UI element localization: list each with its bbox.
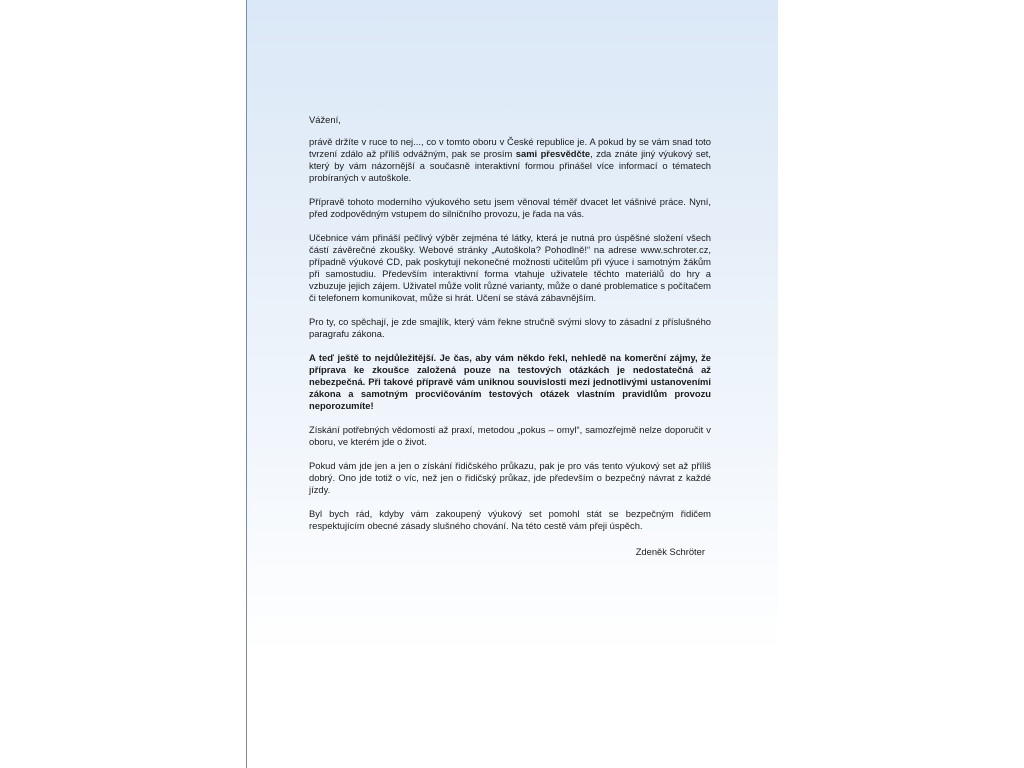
paragraph-closing: Byl bych rád, kdyby vám zakoupený výukový set pomohl stát se bezpečným řidičem respektujícím obecné zásady slušného chování. Na této cestě vám přeji úspěch. <box>309 508 711 531</box>
paragraph-preparation: Přípravě tohoto moderního výukového setu jsem věnoval téměř dvacet let vášnivé práce. Nyní, před zodpovědným vstupem do silničního provozu, je řada na vás. <box>309 196 711 219</box>
document-page <box>246 0 778 768</box>
paragraph-practice: Získání potřebných vědomostí až praxí, metodou „pokus – omyl“, samozřejmě nelze doporučit v oboru, ve kterém jde o život. <box>309 424 711 447</box>
paragraph-intro-text-2: , zda znáte jiný výukový set, který by vám názornější a současně interaktivní formou přinášel více informací o tématech probíraných v autoškole. <box>309 148 711 183</box>
paragraph-important: A teď ještě to nejdůležitější. Je čas, aby vám někdo řekl, nehledě na komerční zájmy, že příprava ke zkoušce založená pouze na testových otázkách je nedostatečná až nebezpečná. Při takové přípravě vám uniknou souvislosti mezi jednotlivými ustanoveními zákona a samotným procvičováním testových otázek vlastním pravidlům provozu neporozumíte! <box>309 352 711 411</box>
paragraph-intro-text-1: právě držíte v ruce to nej..., co v tomto oboru v České republice je. A pokud by se vám snad toto tvrzení zdálo až příliš odvážným, pak se prosím <box>309 136 711 159</box>
paragraph-intro-emphasis: sami přesvědčte <box>515 148 591 159</box>
letter-greeting: Vážení, <box>309 114 341 125</box>
signature: Zdeněk Schröter <box>635 546 705 557</box>
paragraph-smiley: Pro ty, co spěchají, je zde smajlík, který vám řekne stručně svými slovy to zásadní z příslušného paragrafu zákona. <box>309 316 711 339</box>
paragraph-intro <box>309 136 711 184</box>
paragraph-license: Pokud vám jde jen a jen o získání řidičského průkazu, pak je pro vás tento výukový set až příliš dobrý. Ono jde totiž o víc, než jen o řidičský průkaz, jde především o bezpečný návrat z každé jízdy. <box>309 460 711 495</box>
paragraph-textbook: Učebnice vám přináší pečlivý výběr zejména té látky, která je nutná pro úspěšné složení všech částí závěrečné zkoušky. Webové stránky „Autoškola? Pohodlně!“ na adrese www.schroter.cz, případně výukové CD, pak poskytují nekonečné možnosti učitelům při výuce i samotným žákům při samostudiu. Především interaktivní forma vtahuje uživatele těchto materiálů do hry a vzbuzuje jejich zájem. Uživatel může volit různé varianty, může o dané problematice s počítačem či telefonem komunikovat, může si hrát. Učení se stává zábavnějším. <box>309 232 711 303</box>
letter-body <box>309 114 711 570</box>
